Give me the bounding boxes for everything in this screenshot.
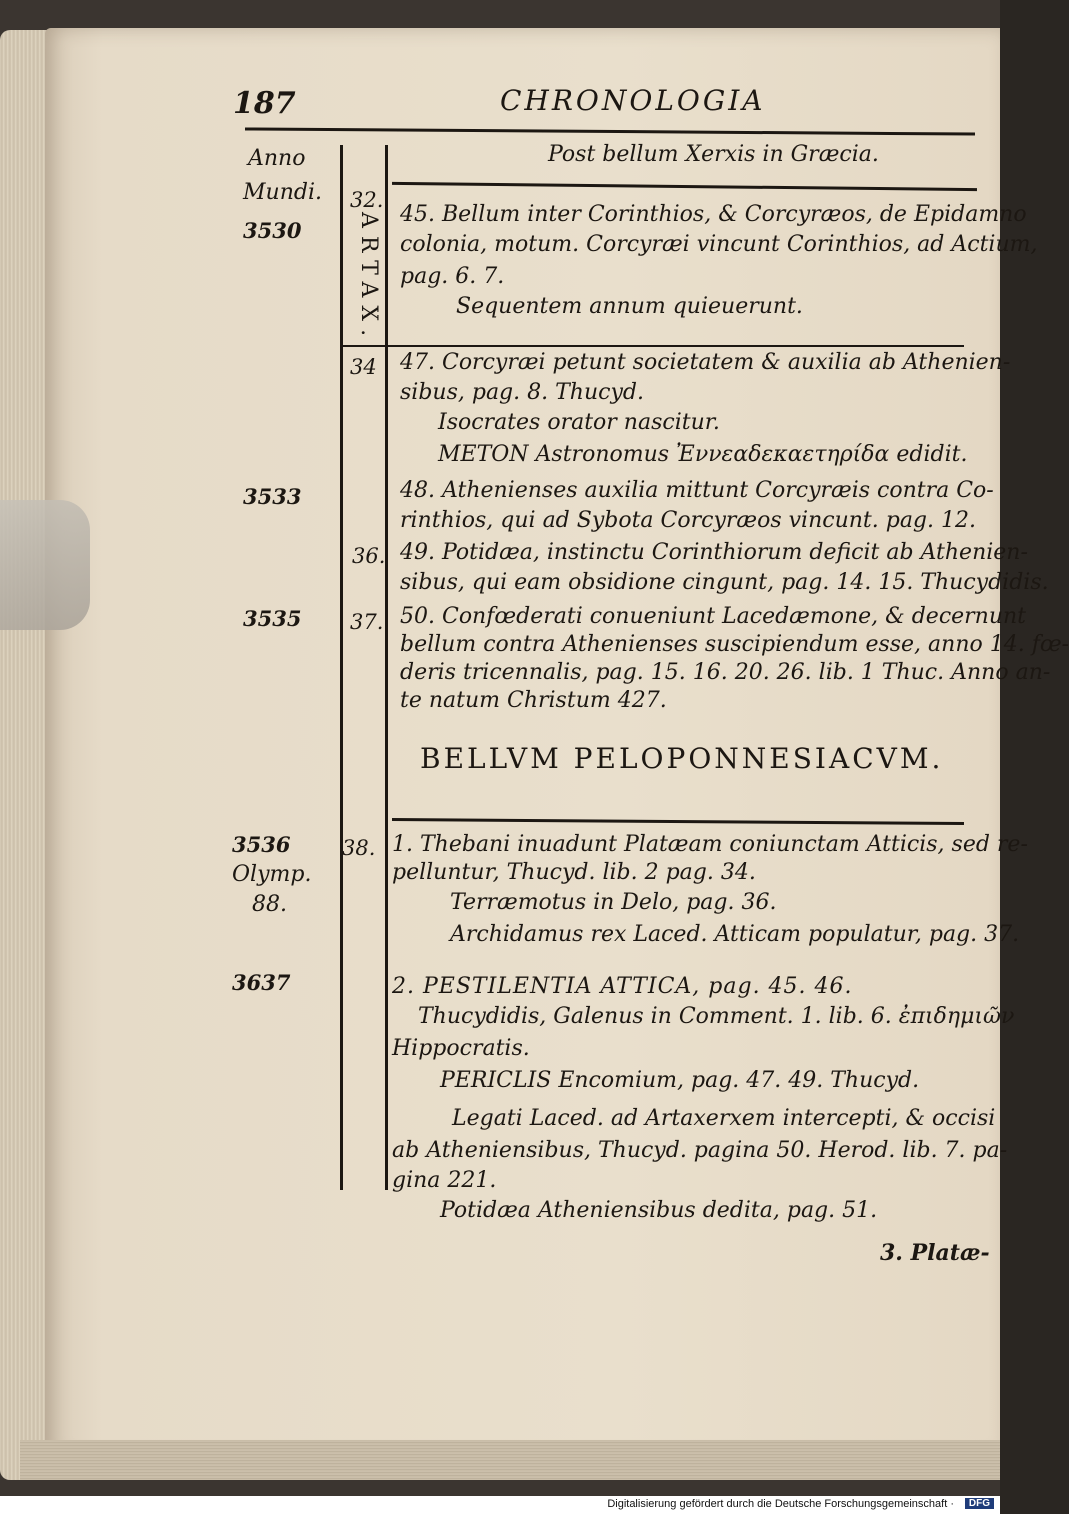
entry-line: Archidamus rex Laced. Atticam populatur, pag. 37.	[450, 922, 1020, 947]
year-label: Olymp.	[232, 862, 312, 887]
entry-line: 47. Corcyræi petunt societatem & auxilia ab Athenien-	[400, 350, 1011, 375]
entry-line: ab Atheniensibus, Thucyd. pagina 50. Herod. lib. 7. pa-	[392, 1138, 1008, 1163]
entry-line: 45. Bellum inter Corinthios, & Corcyræos, de Epidamno	[400, 202, 1027, 227]
entry-line: PERICLIS Encomium, pag. 47. 49. Thucyd.	[440, 1068, 920, 1093]
footer-credit: Digitalisierung gefördert durch die Deutsche Forschungsgemeinschaft ·	[607, 1498, 954, 1510]
entry-line: Sequentem annum quieuerunt.	[456, 294, 803, 319]
section-title: BELLVM PELOPONNESIACVM.	[420, 742, 944, 775]
col-year-heading-2: Mundi.	[243, 180, 322, 205]
entry-line: Hippocratis.	[392, 1036, 530, 1061]
entry-line: gina 221.	[392, 1168, 497, 1193]
catchword: 3. Platæ-	[880, 1240, 990, 1266]
entry-line: Potidæa Atheniensibus dedita, pag. 51.	[440, 1198, 878, 1223]
year-label: 3535	[243, 606, 302, 631]
col-rule-left	[340, 145, 343, 1190]
page-number: 187	[233, 86, 296, 121]
entry-line: 48. Athenienses auxilia mittunt Corcyræis contra Co-	[400, 478, 994, 503]
year-label: 3533	[243, 484, 302, 509]
dfg-logo: DFG	[965, 1498, 994, 1509]
reign-year: 37.	[350, 610, 384, 634]
book-bottom-edge	[20, 1440, 1000, 1480]
col-year-heading-1: Anno	[248, 146, 306, 171]
reign-year: 34	[350, 355, 377, 379]
bookmark-clip	[0, 500, 90, 630]
entry-line: Thucydidis, Galenus in Comment. 1. lib. 6. ἐπιδημιῶν	[418, 1004, 1015, 1029]
year-label: 3530	[243, 218, 302, 243]
entry-line: 1. Thebani inuadunt Platæam coniunctam Atticis, sed re-	[392, 832, 1028, 857]
entry-line: METON Astronomus Ἐννεαδεκαετηρίδα edidit.	[438, 442, 968, 467]
entry-line: pelluntur, Thucyd. lib. 2 pag. 34.	[392, 860, 756, 885]
year-label: 3637	[232, 970, 291, 995]
col-rule-right	[385, 145, 388, 1190]
entry-line: Terræmotus in Delo, pag. 36.	[450, 890, 777, 915]
entry-line: pag. 6. 7.	[400, 264, 505, 289]
entry-line: 49. Potidæa, instinctu Corinthiorum deficit ab Athenien-	[400, 540, 1028, 565]
running-title: CHRONOLOGIA	[500, 84, 766, 117]
entry-line: te natum Christum 427.	[400, 688, 667, 713]
entry-line: rinthios, qui ad Sybota Corcyræos vincunt. pag. 12.	[400, 508, 976, 533]
entry-line: sibus, pag. 8. Thucyd.	[400, 380, 644, 405]
entry-rule	[342, 345, 964, 347]
year-label: 88.	[252, 892, 287, 917]
reign-year: 32.	[350, 188, 384, 212]
entry-line: Isocrates orator nascitur.	[438, 410, 720, 435]
entry-line: 50. Confœderati conueniunt Lacedæmone, & decernunt	[400, 604, 1027, 629]
entry-line: sibus, qui eam obsidione cingunt, pag. 14. 15. Thucydidis.	[400, 570, 1049, 595]
footer-bar	[0, 1496, 1000, 1514]
entry-line: Legati Laced. ad Artaxerxem intercepti, & occisi	[452, 1106, 996, 1131]
reign-year: 36.	[352, 544, 386, 568]
year-label: 3536	[232, 832, 291, 857]
reign-label: ARTAX.	[356, 212, 381, 345]
col-text-heading: Post bellum Xerxis in Græcia.	[548, 142, 879, 167]
reign-year: 38.	[342, 836, 376, 860]
entry-line: colonia, motum. Corcyræi vincunt Corinthios, ad Actium,	[400, 232, 1038, 257]
entry-line: bellum contra Athenienses suscipiendum esse, anno 14. fœ-	[400, 632, 1069, 657]
entry-line: deris tricennalis, pag. 15. 16. 20. 26. lib. 1 Thuc. Anno an-	[400, 660, 1051, 685]
entry-line: 2. PESTILENTIA ATTICA, pag. 45. 46.	[392, 974, 853, 999]
